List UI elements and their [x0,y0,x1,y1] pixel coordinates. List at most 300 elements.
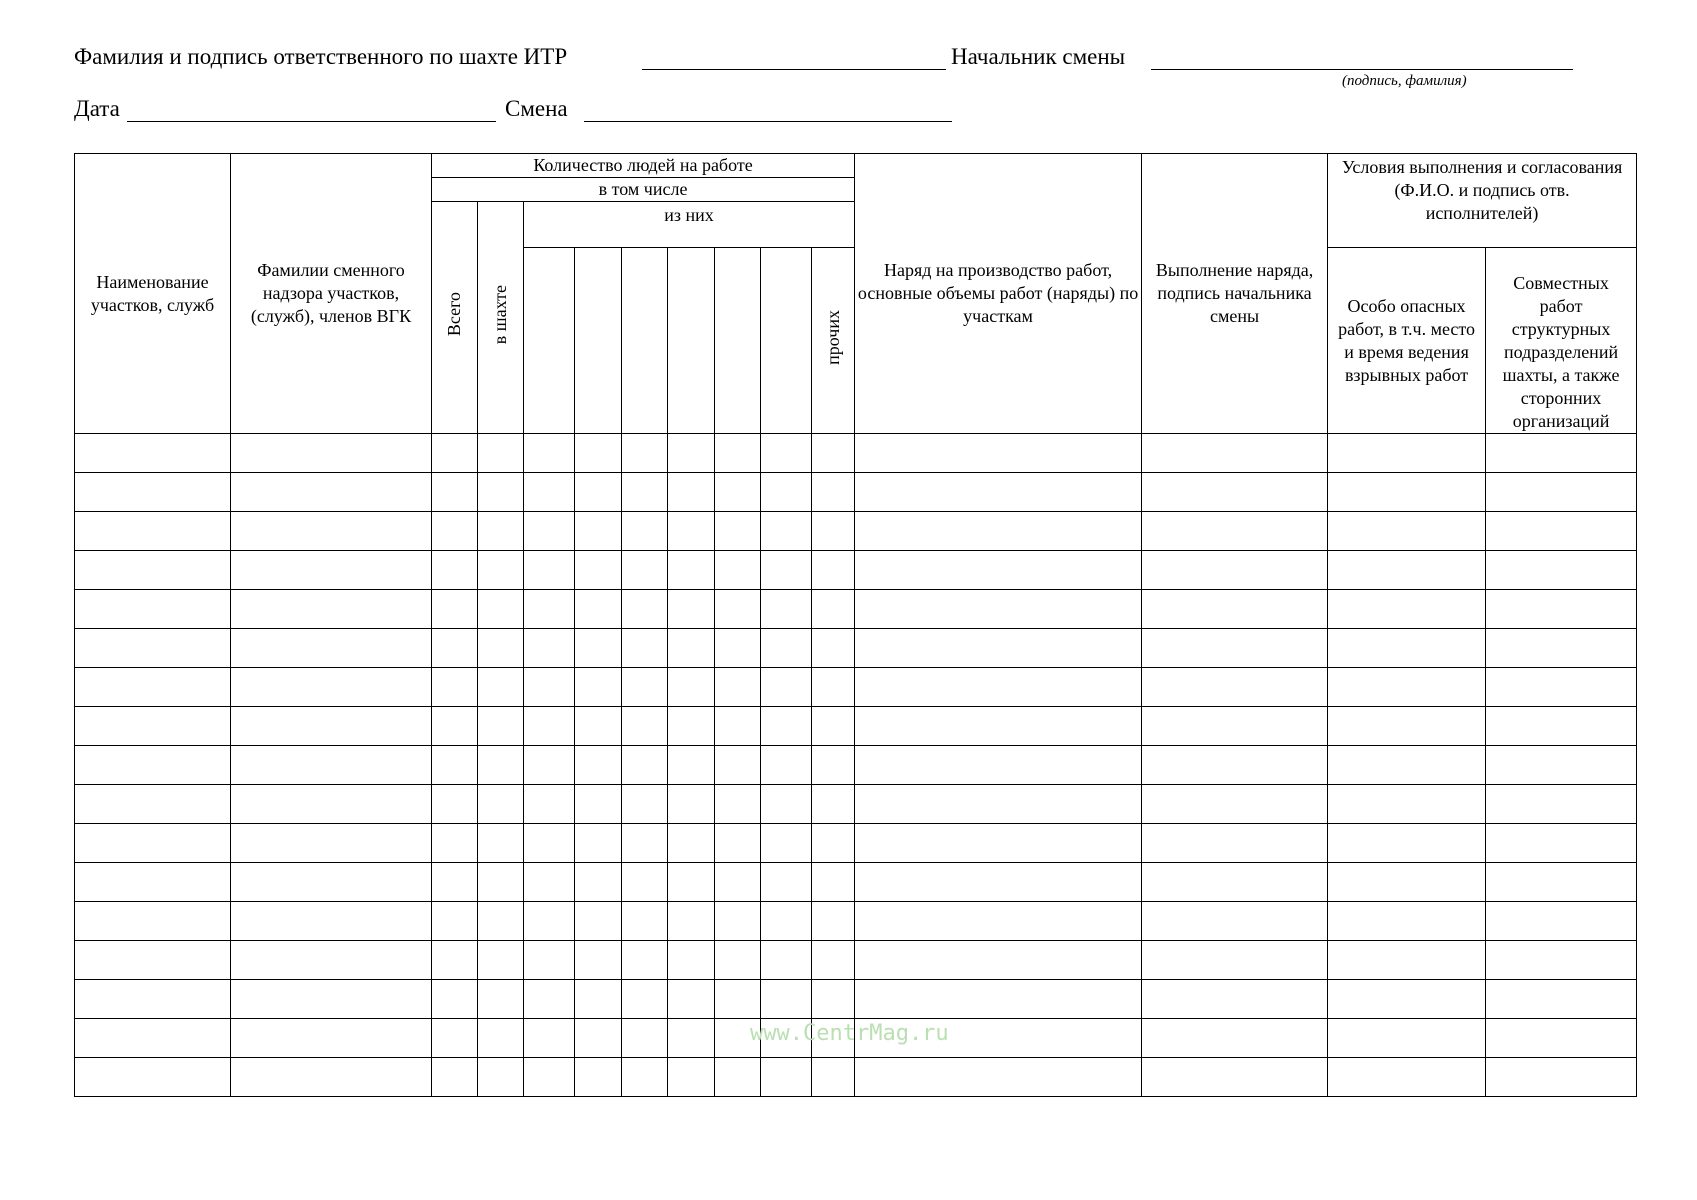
table-row [75,707,1637,746]
table-row [75,434,1637,473]
table-cell[interactable] [432,1019,478,1058]
table-cell[interactable] [75,707,231,746]
watermark: www.CentrMag.ru [750,1021,949,1046]
table-cell[interactable] [761,551,812,590]
responsible-signature-line[interactable] [642,69,946,70]
table-cell[interactable] [1142,980,1328,1019]
table-cell[interactable] [432,980,478,1019]
table-cell[interactable] [231,980,432,1019]
table-cell[interactable] [478,785,524,824]
table-cell[interactable] [622,590,668,629]
table-cell[interactable] [715,629,761,668]
table-cell[interactable] [231,473,432,512]
table-cell[interactable] [524,473,575,512]
shift-line[interactable] [584,121,952,122]
table-cell[interactable] [668,863,715,902]
table-cell[interactable] [812,746,855,785]
table-cell[interactable] [761,434,812,473]
table-cell[interactable] [575,434,622,473]
table-cell[interactable] [668,1019,715,1058]
table-cell[interactable] [524,551,575,590]
table-cell[interactable] [575,863,622,902]
table-cell[interactable] [1486,902,1637,941]
table-cell[interactable] [1486,629,1637,668]
table-cell[interactable] [855,512,1142,551]
table-cell[interactable] [761,512,812,551]
table-cell[interactable] [812,707,855,746]
table-cell[interactable] [231,746,432,785]
table-cell[interactable] [524,590,575,629]
table-cell[interactable] [622,902,668,941]
table-cell[interactable] [75,746,231,785]
table-cell[interactable] [231,434,432,473]
table-cell[interactable] [575,902,622,941]
table-cell[interactable] [1142,824,1328,863]
table-cell[interactable] [622,551,668,590]
table-cell[interactable] [75,785,231,824]
header-blank-2 [575,248,622,434]
table-cell[interactable] [622,1058,668,1097]
table-cell[interactable] [478,980,524,1019]
table-cell[interactable] [855,707,1142,746]
table-cell[interactable] [1328,551,1486,590]
table-cell[interactable] [715,941,761,980]
header-total-text: Всего [443,292,464,337]
table-cell[interactable] [231,1019,432,1058]
table-cell[interactable] [432,512,478,551]
header-work-order: Наряд на производство работ, основные объемы работ (наряды) по участкам [855,154,1142,434]
table-cell[interactable] [432,824,478,863]
table-cell[interactable] [231,668,432,707]
table-cell[interactable] [1142,707,1328,746]
table-cell[interactable] [524,746,575,785]
table-cell[interactable] [432,785,478,824]
table-cell[interactable] [1486,551,1637,590]
table-cell[interactable] [855,863,1142,902]
table-cell[interactable] [231,1058,432,1097]
table-cell[interactable] [432,863,478,902]
table-cell[interactable] [231,551,432,590]
table-cell[interactable] [478,902,524,941]
journal-body [75,434,1637,1097]
table-cell[interactable] [575,824,622,863]
table-cell[interactable] [432,902,478,941]
table-cell[interactable] [1486,824,1637,863]
table-cell[interactable] [478,941,524,980]
table-cell[interactable] [1328,980,1486,1019]
table-cell[interactable] [478,629,524,668]
table-cell[interactable] [524,512,575,551]
table-cell[interactable] [622,512,668,551]
table-cell[interactable] [478,512,524,551]
header-execution: Выполнение наряда, подпись начальника смены [1142,154,1328,434]
table-cell[interactable] [1328,941,1486,980]
table-cell[interactable] [75,824,231,863]
table-cell[interactable] [668,980,715,1019]
table-cell[interactable] [1486,1019,1637,1058]
table-cell[interactable] [1328,1058,1486,1097]
table-cell[interactable] [761,629,812,668]
table-cell[interactable] [1486,941,1637,980]
table-cell[interactable] [715,512,761,551]
table-cell[interactable] [432,629,478,668]
table-cell[interactable] [1486,707,1637,746]
table-cell[interactable] [812,863,855,902]
table-cell[interactable] [812,629,855,668]
table-cell[interactable] [75,902,231,941]
table-row [75,746,1637,785]
table-cell[interactable] [1486,434,1637,473]
header-others [812,248,855,434]
table-cell[interactable] [668,707,715,746]
table-cell[interactable] [855,473,1142,512]
header-in-mine-text: в шахте [489,284,510,345]
table-cell[interactable] [812,824,855,863]
table-cell[interactable] [1142,941,1328,980]
table-cell[interactable] [75,1058,231,1097]
header-including: в том числе [432,178,855,202]
shift-chief-label: Начальник смены [951,44,1126,69]
table-cell[interactable] [75,1019,231,1058]
table-cell[interactable] [855,785,1142,824]
table-cell[interactable] [478,707,524,746]
table-cell[interactable] [1328,434,1486,473]
table-row [75,1058,1637,1097]
table-cell[interactable] [524,707,575,746]
table-cell[interactable] [478,1019,524,1058]
table-cell[interactable] [855,941,1142,980]
table-row [75,785,1637,824]
table-cell[interactable] [668,473,715,512]
table-cell[interactable] [524,980,575,1019]
table-cell[interactable] [478,1058,524,1097]
table-cell[interactable] [715,902,761,941]
table-cell[interactable] [1142,512,1328,551]
header-in-mine [478,202,524,434]
table-cell[interactable] [1328,863,1486,902]
table-cell[interactable] [812,668,855,707]
table-row [75,668,1637,707]
table-cell[interactable] [812,551,855,590]
table-cell[interactable] [761,707,812,746]
table-cell[interactable] [432,1058,478,1097]
table-cell[interactable] [1142,746,1328,785]
table-row [75,629,1637,668]
table-cell[interactable] [432,434,478,473]
table-cell[interactable] [75,863,231,902]
table-cell[interactable] [855,668,1142,707]
table-cell[interactable] [812,434,855,473]
table-cell[interactable] [622,824,668,863]
table-cell[interactable] [75,590,231,629]
table-cell[interactable] [524,785,575,824]
table-row [75,902,1637,941]
date-label: Дата [74,96,120,121]
table-cell[interactable] [855,746,1142,785]
table-cell[interactable] [855,590,1142,629]
table-cell[interactable] [668,512,715,551]
table-cell[interactable] [715,551,761,590]
responsible-label: Фамилия и подпись ответственного по шахте ИТР [74,44,568,69]
table-cell[interactable] [524,902,575,941]
signature-note: (подпись, фамилия) [1342,73,1467,89]
table-cell[interactable] [812,980,855,1019]
table-cell[interactable] [761,980,812,1019]
table-cell[interactable] [1142,1019,1328,1058]
header-joint: Совместных работ структурных подразделений шахты, а также сторонних организаций [1486,248,1637,434]
table-cell[interactable] [231,785,432,824]
header-conditions: Условия выполнения и согласования (Ф.И.О. и подпись отв. исполнителей) [1328,154,1637,248]
table-cell[interactable] [231,512,432,551]
table-cell[interactable] [622,668,668,707]
table-cell[interactable] [812,941,855,980]
table-cell[interactable] [1486,746,1637,785]
table-cell[interactable] [478,551,524,590]
table-cell[interactable] [1142,1058,1328,1097]
table-cell[interactable] [1142,785,1328,824]
table-cell[interactable] [1328,1019,1486,1058]
table-cell[interactable] [622,863,668,902]
table-row [75,824,1637,863]
table-row [75,863,1637,902]
header-people-count: Количество людей на работе [432,154,855,178]
table-cell[interactable] [524,863,575,902]
table-cell[interactable] [812,1058,855,1097]
table-cell[interactable] [622,629,668,668]
table-cell[interactable] [1328,824,1486,863]
table-cell[interactable] [668,1058,715,1097]
table-cell[interactable] [575,473,622,512]
table-cell[interactable] [575,785,622,824]
table-cell[interactable] [1486,590,1637,629]
table-cell[interactable] [761,1058,812,1097]
table-cell[interactable] [432,590,478,629]
table-cell[interactable] [855,824,1142,863]
table-cell[interactable] [1142,590,1328,629]
table-row [75,512,1637,551]
table-cell[interactable] [668,746,715,785]
table-cell[interactable] [575,746,622,785]
table-cell[interactable] [812,512,855,551]
table-cell[interactable] [75,434,231,473]
table-cell[interactable] [668,668,715,707]
table-cell[interactable] [478,434,524,473]
table-cell[interactable] [432,707,478,746]
table-cell[interactable] [761,668,812,707]
header-others-text: прочих [822,310,843,365]
table-cell[interactable] [231,707,432,746]
table-cell[interactable] [622,980,668,1019]
table-cell[interactable] [622,1019,668,1058]
table-cell[interactable] [715,980,761,1019]
table-cell[interactable] [1328,785,1486,824]
table-cell[interactable] [715,1058,761,1097]
table-cell[interactable] [524,434,575,473]
table-cell[interactable] [478,590,524,629]
table-cell[interactable] [668,824,715,863]
table-cell[interactable] [1486,473,1637,512]
table-cell[interactable] [478,863,524,902]
table-cell[interactable] [75,512,231,551]
table-cell[interactable] [432,551,478,590]
table-cell[interactable] [524,668,575,707]
table-cell[interactable] [761,863,812,902]
table-cell[interactable] [1142,434,1328,473]
table-cell[interactable] [761,785,812,824]
table-cell[interactable] [575,668,622,707]
table-cell[interactable] [75,629,231,668]
table-cell[interactable] [1486,512,1637,551]
table-cell[interactable] [668,629,715,668]
table-cell[interactable] [668,785,715,824]
table-cell[interactable] [715,863,761,902]
table-cell[interactable] [855,434,1142,473]
table-cell[interactable] [75,980,231,1019]
table-cell[interactable] [231,902,432,941]
table-cell[interactable] [622,707,668,746]
table-cell[interactable] [812,902,855,941]
table-cell[interactable] [622,941,668,980]
table-cell[interactable] [1328,746,1486,785]
table-row [75,941,1637,980]
table-cell[interactable] [524,1019,575,1058]
table-cell[interactable] [715,473,761,512]
table-cell[interactable] [812,785,855,824]
table-cell[interactable] [761,746,812,785]
table-cell[interactable] [1328,590,1486,629]
table-cell[interactable] [715,590,761,629]
header-blank-4 [668,248,715,434]
header-dangerous: Особо опасных работ, в т.ч. место и время ведения взрывных работ [1328,248,1486,434]
header-blank-3 [622,248,668,434]
table-cell[interactable] [1328,668,1486,707]
table-cell[interactable] [715,668,761,707]
table-cell[interactable] [668,941,715,980]
table-cell[interactable] [478,824,524,863]
table-cell[interactable] [1328,512,1486,551]
table-cell[interactable] [812,590,855,629]
table-cell[interactable] [524,629,575,668]
table-cell[interactable] [1142,902,1328,941]
table-cell[interactable] [478,473,524,512]
table-row [75,473,1637,512]
table-cell[interactable] [622,473,668,512]
table-cell[interactable] [1486,863,1637,902]
table-cell[interactable] [75,551,231,590]
table-cell[interactable] [231,629,432,668]
header-of-them: из них [524,202,855,248]
table-cell[interactable] [575,1019,622,1058]
table-cell[interactable] [575,1058,622,1097]
header-total [432,202,478,434]
table-cell[interactable] [231,590,432,629]
table-cell[interactable] [575,707,622,746]
table-cell[interactable] [622,434,668,473]
table-cell[interactable] [575,629,622,668]
table-cell[interactable] [478,746,524,785]
shift-chief-signature-line[interactable] [1151,69,1573,70]
table-cell[interactable] [524,1058,575,1097]
table-cell[interactable] [761,902,812,941]
table-cell[interactable] [1142,551,1328,590]
table-cell[interactable] [761,473,812,512]
date-line[interactable] [127,121,496,122]
table-cell[interactable] [1142,863,1328,902]
table-cell[interactable] [575,941,622,980]
table-cell[interactable] [575,590,622,629]
table-cell[interactable] [1486,668,1637,707]
shift-label: Смена [505,96,568,121]
table-cell[interactable] [855,551,1142,590]
table-cell[interactable] [855,629,1142,668]
table-cell[interactable] [575,551,622,590]
table-cell[interactable] [761,590,812,629]
table-cell[interactable] [1486,1058,1637,1097]
table-cell[interactable] [715,824,761,863]
header-section-names: Наименование участков, служб [75,154,231,434]
table-cell[interactable] [231,863,432,902]
table-cell[interactable] [1486,785,1637,824]
table-cell[interactable] [668,902,715,941]
header-blank-6 [761,248,812,434]
table-cell[interactable] [622,785,668,824]
table-cell[interactable] [1486,980,1637,1019]
table-cell[interactable] [668,590,715,629]
table-cell[interactable] [761,941,812,980]
table-row [75,551,1637,590]
table-cell[interactable] [1328,473,1486,512]
table-cell[interactable] [668,551,715,590]
table-cell[interactable] [575,512,622,551]
table-cell[interactable] [75,668,231,707]
table-cell[interactable] [231,941,432,980]
table-cell[interactable] [1142,668,1328,707]
table-cell[interactable] [1328,902,1486,941]
table-cell[interactable] [855,980,1142,1019]
table-cell[interactable] [478,668,524,707]
journal-table [74,153,1637,1097]
table-cell[interactable] [575,980,622,1019]
table-cell[interactable] [715,785,761,824]
table-cell[interactable] [855,1058,1142,1097]
table-cell[interactable] [231,824,432,863]
header-blank-1 [524,248,575,434]
table-cell[interactable] [1328,629,1486,668]
table-cell[interactable] [75,941,231,980]
table-cell[interactable] [1328,707,1486,746]
table-cell[interactable] [524,941,575,980]
table-cell[interactable] [761,824,812,863]
table-row [75,980,1637,1019]
header-blank-5 [715,248,761,434]
table-cell[interactable] [855,902,1142,941]
table-cell[interactable] [1142,473,1328,512]
table-cell[interactable] [432,668,478,707]
table-cell[interactable] [715,746,761,785]
table-cell[interactable] [622,746,668,785]
table-cell[interactable] [812,473,855,512]
table-cell[interactable] [432,746,478,785]
table-cell[interactable] [432,473,478,512]
table-cell[interactable] [524,824,575,863]
table-cell[interactable] [1142,629,1328,668]
header-supervisors: Фамилии сменного надзора участков, (служб), членов ВГК [231,154,432,434]
table-cell[interactable] [432,941,478,980]
table-cell[interactable] [75,473,231,512]
table-cell[interactable] [715,707,761,746]
table-cell[interactable] [715,434,761,473]
table-cell[interactable] [668,434,715,473]
